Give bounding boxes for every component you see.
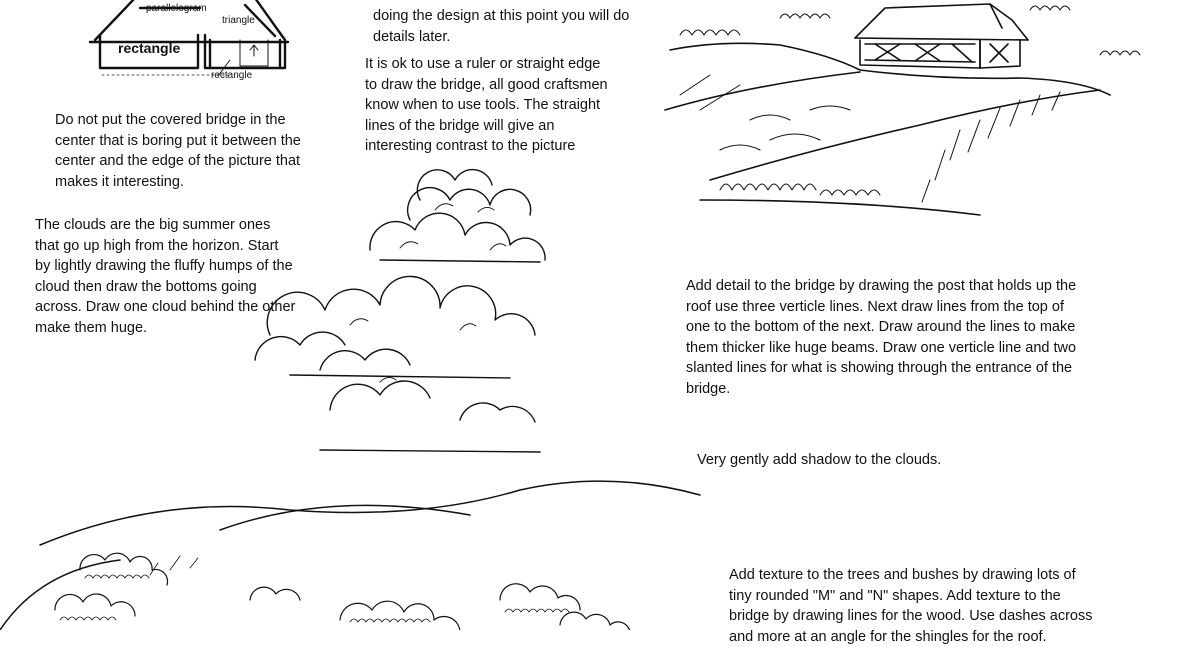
top-fragment-text: doing the design at this point you will do details later.	[373, 8, 630, 45]
ruler-tip-text: It is ok to use a ruler or straight edge to draw the bridge, all good craftsmen know when to use tools. The straight lines of the bridge will give an interesting contrast to the picture	[365, 56, 608, 154]
clouds-instruction-text: The clouds are the big summer ones that go up high from the horizon. Start by lightly drawing the fluffy humps of the cloud then draw the bottoms going across. Draw one cloud behind the other make them huge.	[35, 217, 296, 336]
cloud-shadow-text: Very gently add shadow to the clouds.	[697, 452, 942, 468]
texture-instruction-text: Add texture to the trees and bushes by drawing lots of tiny rounded "M" and "N" shapes. Add texture to the bridge by drawing lines for the wood. Use dashes across and more at an angle for the shingles for the roof.	[729, 567, 1093, 645]
parallelogram-label: parallelogram	[146, 3, 207, 14]
rectangle-label-main: rectangle	[118, 40, 181, 56]
triangle-label: triangle	[222, 15, 255, 26]
trees-and-hills-sketch	[0, 450, 720, 630]
cumulus-clouds-sketch	[230, 160, 560, 460]
bridge-placement-text: Do not put the covered bridge in the center that is boring put it between the center and the edge of the picture that makes it interesting.	[55, 112, 301, 190]
bridge-detail-text: Add detail to the bridge by drawing the post that holds up the roof use three verticle lines. Next draw lines from the top of one to the bottom of the next. Draw around the lines to make them thicker like huge beams. Draw one verticle line and two slanted lines for what is showing through the entrance of the bridge.	[686, 278, 1077, 397]
covered-bridge-sketch	[660, 0, 1180, 225]
rectangle-label-small: rectangle	[211, 70, 253, 81]
